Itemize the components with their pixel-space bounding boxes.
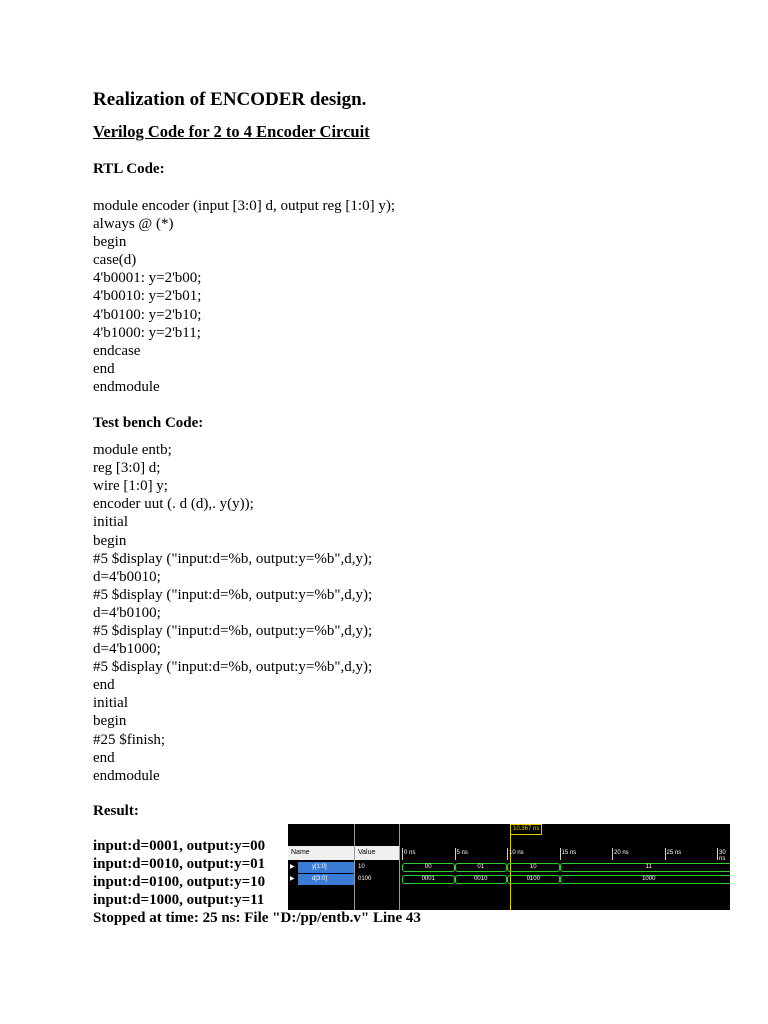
time-tick-label: 0 ns (404, 850, 416, 856)
signal-name-panel (288, 824, 355, 910)
time-tick-label: 20 ns (614, 850, 629, 856)
testbench-code-block (93, 441, 733, 785)
code-line: 4'b0001: y=2'b00; (93, 270, 202, 287)
result-line: input:d=0100, output:y=10 (93, 873, 266, 890)
code-line: begin (93, 713, 127, 730)
code-line: 4'b0010: y=2'b01; (93, 288, 202, 305)
bus-segment: 0010 (455, 875, 508, 884)
code-line: begin (93, 532, 127, 549)
code-line: #5 $display ("input:d=%b, output:y=%b",d,y); (93, 586, 373, 603)
signal-value-y: 10 (358, 864, 365, 870)
code-line: #5 $display ("input:d=%b, output:y=%b",d,y); (93, 622, 373, 639)
code-line: d=4'b1000; (93, 641, 161, 658)
time-tick-label: 25 ns (666, 850, 682, 856)
time-tick (665, 848, 666, 860)
bus-segment: 1000 (560, 875, 731, 884)
document-subtitle: Verilog Code for 2 to 4 Encoder Circuit (93, 122, 370, 141)
code-line: 4'b1000: y=2'b11; (93, 324, 201, 341)
code-line: initial (93, 514, 128, 531)
code-line: end (93, 677, 115, 694)
time-tick-label: 15 ns (561, 850, 577, 856)
document-title: Realization of ENCODER design. (93, 89, 367, 110)
code-line: d=4'b0010; (93, 568, 161, 585)
bus-segment: 00 (402, 863, 455, 872)
signal-value-d: 0100 (358, 876, 372, 882)
code-line: module encoder (input [3:0] d, output reg [1:0] y); (93, 198, 396, 214)
bus-segment: 01 (455, 863, 508, 872)
bus-segment: 0100 (507, 875, 560, 884)
code-line: endmodule (93, 378, 160, 395)
code-line: #25 $finish; (93, 731, 166, 748)
code-line: endmodule (93, 767, 160, 784)
result-line: input:d=1000, output:y=11 (93, 891, 265, 908)
code-line: #5 $display ("input:d=%b, output:y=%b",d,y); (93, 550, 373, 567)
result-heading: Result: (93, 802, 139, 819)
signal-row-y[interactable] (290, 862, 354, 873)
bus-segment: 0001 (402, 875, 455, 884)
code-line: module entb; (93, 442, 172, 459)
signal-row-d[interactable] (290, 874, 354, 885)
code-line: endcase (93, 342, 141, 359)
bus-segment: 10 (507, 863, 560, 872)
code-line: encoder uut (. d (d),. y(y)); (93, 496, 254, 513)
time-tick (402, 848, 403, 860)
waveform-viewer (288, 824, 730, 910)
code-line: reg [3:0] d; (93, 460, 161, 477)
signal-name-y: y[1:0] (312, 864, 327, 870)
result-line: input:d=0001, output:y=00 (93, 837, 266, 854)
document-page (93, 88, 733, 927)
time-tick (717, 848, 718, 860)
signal-name-d: d[3:0] (312, 876, 328, 882)
time-tick (455, 848, 456, 860)
expand-arrow-icon[interactable]: ▶ (290, 876, 295, 882)
time-tick-label: 30 ns (719, 850, 726, 862)
signal-value-panel (355, 824, 400, 910)
code-line: wire [1:0] y; (93, 478, 168, 495)
code-line: case(d) (93, 252, 137, 269)
code-line: end (93, 749, 115, 766)
code-line: 4'b0100: y=2'b10; (93, 306, 202, 323)
code-line: always @ (*) (93, 216, 174, 233)
cursor-time-label: 10.367 ns (510, 824, 542, 835)
waveform-timeline[interactable] (400, 824, 730, 910)
expand-arrow-icon[interactable]: ▶ (290, 864, 295, 870)
time-tick (560, 848, 561, 860)
result-line: input:d=0010, output:y=01 (93, 855, 266, 872)
value-column-header: Value (355, 846, 399, 860)
name-column-header: Name (288, 846, 354, 860)
stopped-line: Stopped at time: 25 ns: File "D:/pp/entb.v" Line 43 (93, 909, 421, 926)
time-tick (612, 848, 613, 860)
bus-segment: 11 (560, 863, 731, 872)
testbench-heading: Test bench Code: (93, 415, 204, 432)
code-line: begin (93, 234, 127, 251)
rtl-code-block (93, 197, 733, 396)
code-line: #5 $display ("input:d=%b, output:y=%b",d,y); (93, 659, 373, 676)
code-line: end (93, 360, 115, 377)
time-tick-label: 10 ns (509, 850, 524, 856)
code-line: d=4'b0100; (93, 604, 161, 621)
code-line: initial (93, 695, 128, 712)
rtl-heading: RTL Code: (93, 161, 165, 177)
time-tick-label: 5 ns (456, 850, 468, 856)
time-tick (507, 848, 508, 860)
